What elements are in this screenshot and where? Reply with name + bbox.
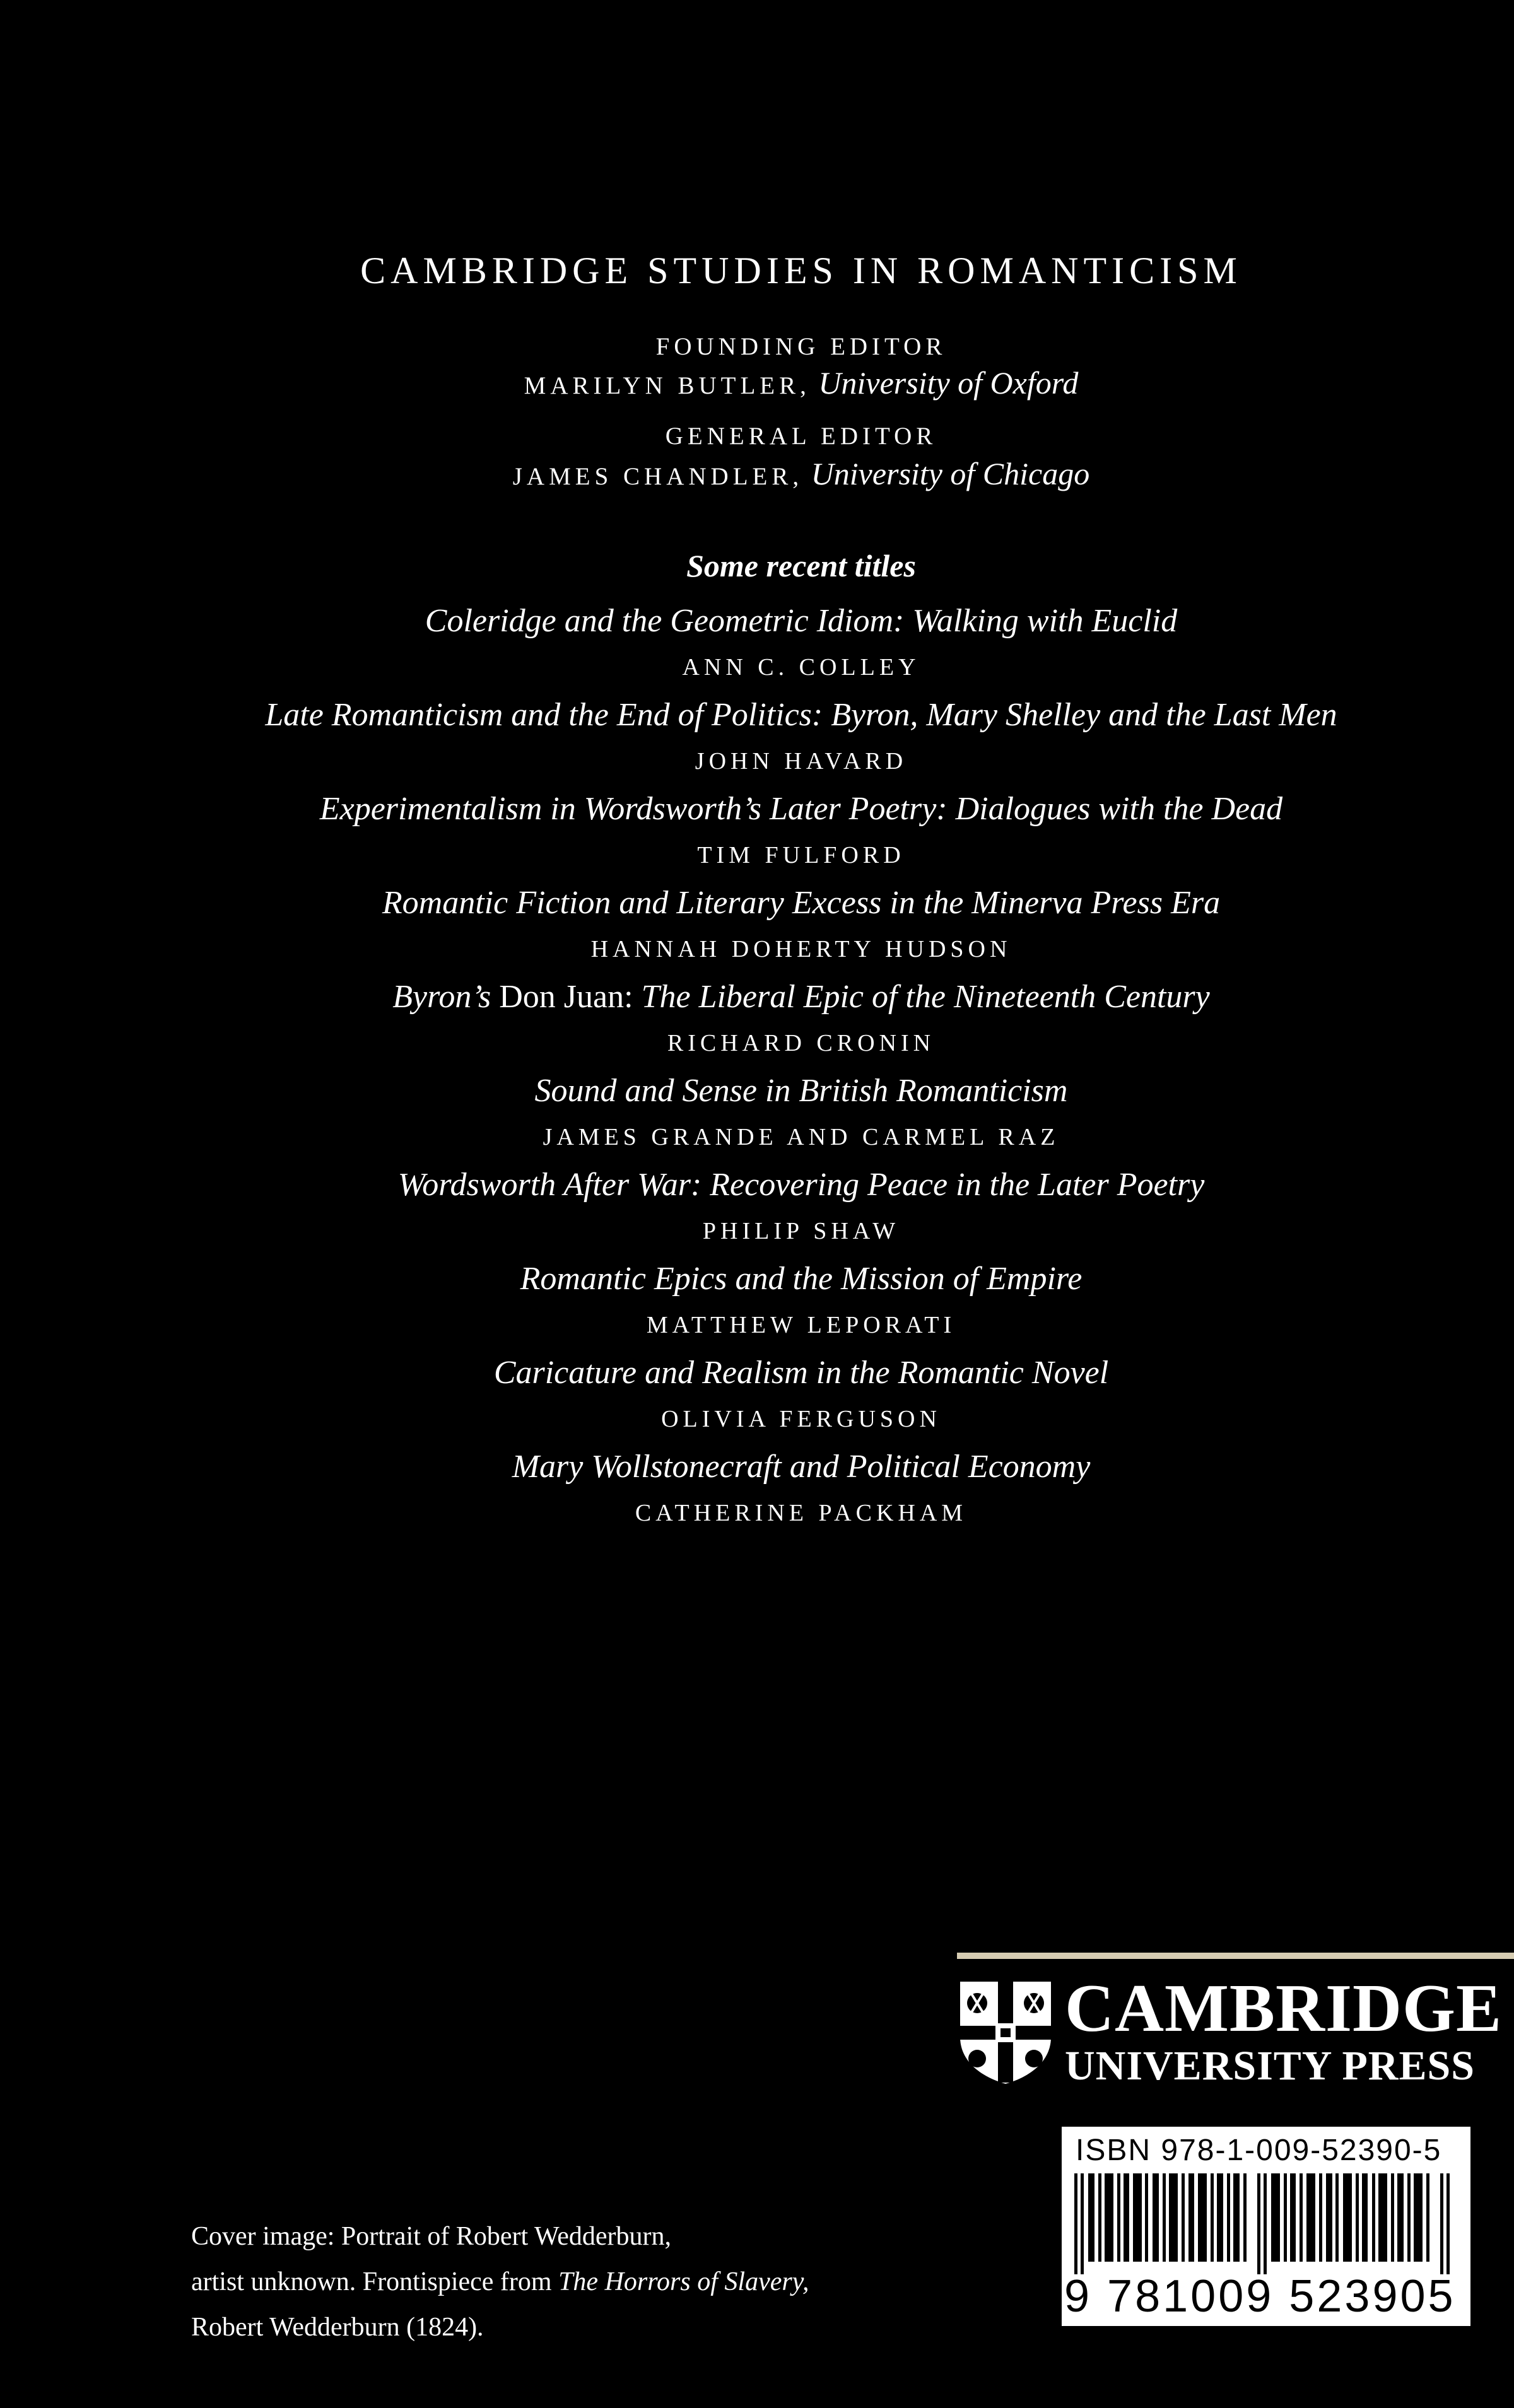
- book-author: MATTHEW LEPORATI: [646, 1312, 956, 1338]
- recent-titles-heading: Some recent titles: [686, 548, 916, 583]
- book-author: OLIVIA FERGUSON: [661, 1406, 941, 1432]
- book-title: Wordsworth After War: Recovering Peace in the Later Poetry: [397, 1167, 1205, 1203]
- book-author: ANN C. COLLEY: [682, 654, 920, 681]
- book-title: [0, 978, 1514, 1015]
- book-title: Coleridge and the Geometric Idiom: Walking with Euclid: [425, 603, 1178, 639]
- general-editor-affiliation: University of Chicago: [811, 456, 1090, 491]
- book-title-part: Don Juan:: [499, 979, 633, 1015]
- book-author: CATHERINE PACKHAM: [635, 1500, 968, 1526]
- cover-credit-line: [191, 2259, 809, 2305]
- publisher-rule: [957, 1953, 1514, 1959]
- book-author: PHILIP SHAW: [702, 1218, 900, 1244]
- cover-credit-source-title: The Horrors of Slavery,: [558, 2267, 809, 2296]
- founding-editor-name: MARILYN BUTLER,: [524, 372, 811, 399]
- series-title: CAMBRIDGE STUDIES IN ROMANTICISM: [360, 250, 1242, 291]
- book-author: TIM FULFORD: [697, 842, 905, 868]
- book-title-part: Byron’s: [392, 979, 491, 1015]
- founding-editor-label: FOUNDING EDITOR: [655, 333, 947, 360]
- book-title: Late Romanticism and the End of Politics: Byron, Mary Shelley and the Last Men: [265, 697, 1337, 733]
- book-title: Caricature and Realism in the Romantic Novel: [493, 1355, 1109, 1391]
- isbn-text: ISBN 978-1-009-52390-5: [1076, 2134, 1442, 2167]
- book-author: RICHARD CRONIN: [667, 1030, 936, 1056]
- cover-credit-line: Cover image: Portrait of Robert Wedderburn,: [191, 2222, 671, 2251]
- cover-credit-line: Robert Wedderburn (1824).: [191, 2313, 484, 2342]
- book-author: JOHN HAVARD: [695, 748, 908, 774]
- book-author: HANNAH DOHERTY HUDSON: [590, 936, 1012, 962]
- university-crest-icon: [956, 1979, 1055, 2085]
- book-title: Romantic Fiction and Literary Excess in the Minerva Press Era: [382, 885, 1221, 921]
- barcode-bars-icon: [1074, 2173, 1458, 2274]
- general-editor-label: GENERAL EDITOR: [665, 423, 937, 450]
- book-title: Sound and Sense in British Romanticism: [534, 1073, 1068, 1109]
- book-title-part: The Liberal Epic of the Nineteenth Century: [641, 979, 1210, 1015]
- founding-editor: [0, 365, 1514, 401]
- publisher-name: CAMBRIDGE: [1065, 1971, 1503, 2046]
- book-title: Experimentalism in Wordsworth’s Later Poetry: Dialogues with the Dead: [319, 791, 1283, 827]
- general-editor: [0, 455, 1514, 492]
- barcode-digits: 9 781009 523905 >: [1064, 2271, 1500, 2322]
- book-title: Romantic Epics and the Mission of Empire: [520, 1261, 1083, 1297]
- cover-credit-text: artist unknown. Frontispiece from: [191, 2267, 552, 2296]
- publisher-subtitle: UNIVERSITY PRESS: [1065, 2043, 1475, 2089]
- book-title: Mary Wollstonecraft and Political Economy: [512, 1449, 1091, 1485]
- general-editor-name: JAMES CHANDLER,: [512, 463, 804, 490]
- founding-editor-affiliation: University of Oxford: [818, 365, 1079, 400]
- barcode: [1062, 2127, 1500, 2326]
- book-author: JAMES GRANDE AND CARMEL RAZ: [543, 1124, 1060, 1150]
- cover-credit: [191, 2214, 809, 2350]
